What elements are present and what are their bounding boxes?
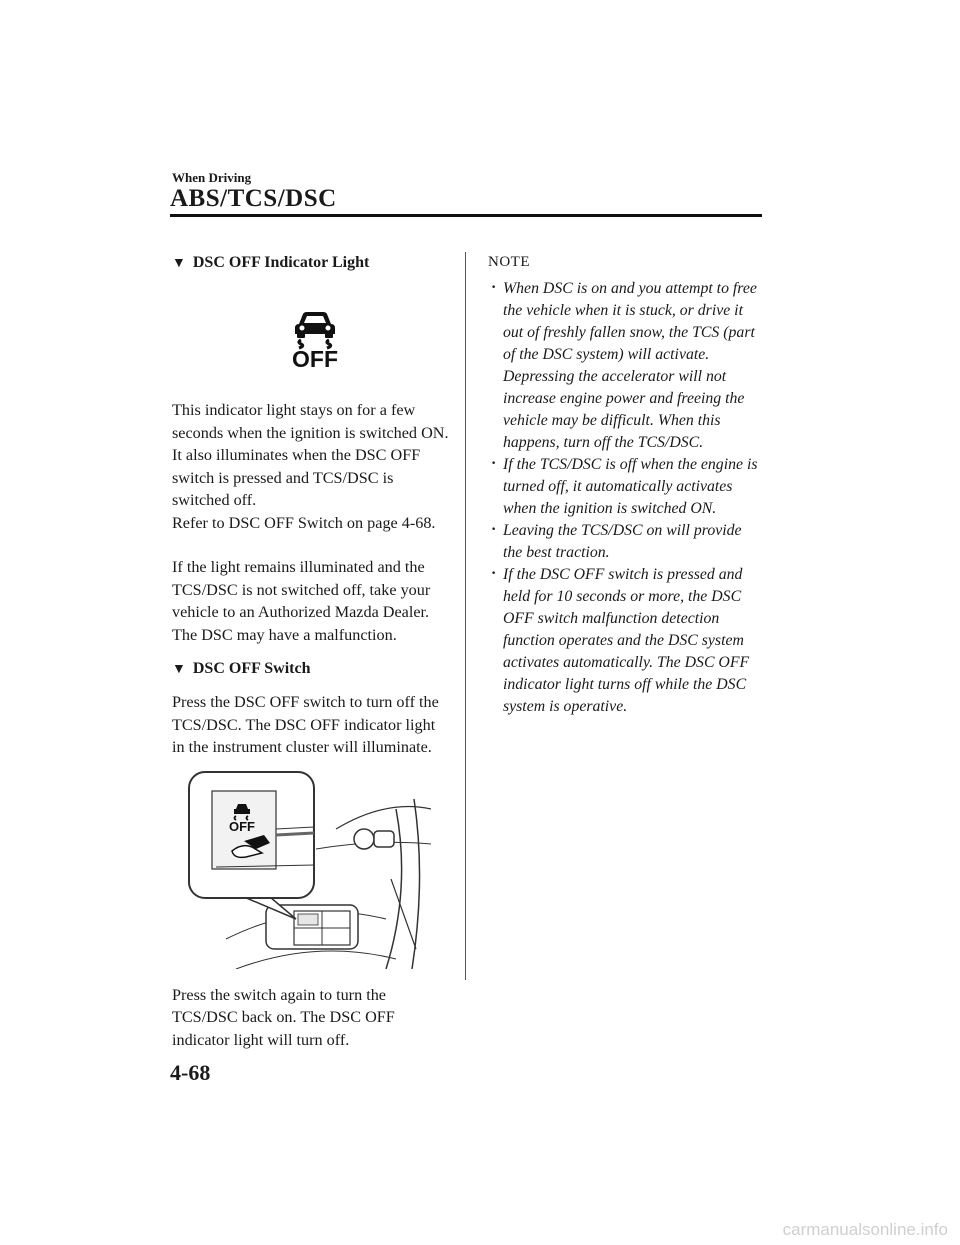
section-title: ABS/TCS/DSC xyxy=(170,185,337,212)
column-divider xyxy=(465,252,466,980)
dsc-off-indicator-symbol xyxy=(172,308,457,368)
note-list xyxy=(488,278,778,718)
illustration-off-text: OFF xyxy=(229,818,255,834)
note-item: · When DSC is on and you attempt to free the vehicle when it is stuck, or drive it out of freshly fallen snow, the TCS (part of the DSC system) will activate. Depressing the accelerator will not increase engine power and freeing the vehicle may be difficult. When this happens, turn off the TCS/DSC. xyxy=(488,278,778,454)
note-item: · If the DSC OFF switch is pressed and held for 10 seconds or more, the DSC OFF switch malfunction detection function operates and the DSC system activates automatically. The DSC OFF indicator light turns off while the DSC system is operative. xyxy=(488,564,778,718)
note-heading: NOTE xyxy=(488,254,530,270)
indicator-heading: ▼ DSC OFF Indicator Light xyxy=(172,254,370,271)
page-number: 4-68 xyxy=(170,1060,211,1085)
indicator-off-text: OFF xyxy=(291,346,338,368)
triangle-down-icon: ▼ xyxy=(172,256,186,271)
left-column xyxy=(172,252,457,1051)
note-item: · If the TCS/DSC is off when the engine is turned off, it automatically activates when the ignition is switched ON. xyxy=(488,454,778,520)
section-label: When Driving xyxy=(172,170,252,185)
watermark: carmanualsonline.info xyxy=(782,1220,948,1239)
note-item: · Leaving the TCS/DSC on will provide the best traction. xyxy=(488,520,778,564)
dsc-switch-illustration xyxy=(186,769,457,974)
switch-para-2: Press the switch again to turn the TCS/DSC back on. The DSC OFF indicator light will turn off. xyxy=(172,985,395,1049)
indicator-para-1: This indicator light stays on for a few seconds when the ignition is switched ON. It also illuminates when the DSC OFF switch is pressed and TCS/DSC is switched off. Refer to DSC OFF Switch on page 4-68. xyxy=(172,401,449,532)
triangle-down-icon: ▼ xyxy=(172,662,186,677)
switch-para-1: Press the DSC OFF switch to turn off the TCS/DSC. The DSC OFF indicator light in the instrument cluster will illuminate. xyxy=(172,693,439,756)
indicator-para-2: If the light remains illuminated and the TCS/DSC is not switched off, take your vehicle to an Authorized Mazda Dealer. The DSC may have a malfunction. xyxy=(172,558,431,644)
right-column xyxy=(488,252,778,718)
switch-heading: ▼ DSC OFF Switch xyxy=(172,660,311,677)
header-rule xyxy=(170,214,762,217)
dsc-off-car-icon xyxy=(275,308,355,368)
